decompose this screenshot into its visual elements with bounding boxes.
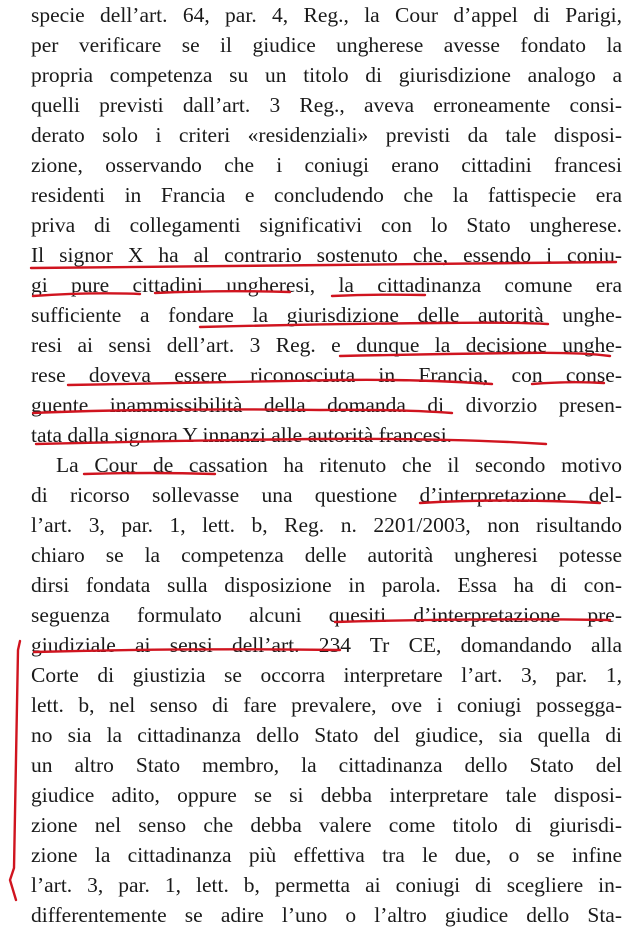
text-line: tata dalla signora Y innanzi alle autorità francesi. <box>31 423 453 447</box>
text-line: quelli previsti dall’art. 3 Reg., aveva erroneamente consi- <box>31 93 622 117</box>
text-line: di ricorso sollevasse una questione d’interpretazione del- <box>31 483 622 507</box>
text-line: rese doveva essere riconosciuta in Francia, con conse- <box>31 363 622 387</box>
text-line: zione, osservando che i coniugi erano cittadini francesi <box>31 153 622 177</box>
text-line: residenti in Francia e concludendo che la fattispecie era <box>31 183 622 207</box>
text-line: dirsi fondata sulla disposizione in parola. Essa ha di con- <box>31 573 622 597</box>
text-line: chiaro se la competenza delle autorità ungheresi potesse <box>31 543 622 567</box>
text-line: l’art. 3, par. 1, lett. b, permetta ai coniugi di scegliere in- <box>31 873 622 897</box>
text-line: lett. b, nel senso di fare prevalere, ove i coniugi possegga- <box>31 693 622 717</box>
text-line: specie dell’art. 64, par. 4, Reg., la Cour d’appel di Parigi, <box>31 3 622 27</box>
text-line: per verificare se il giudice ungherese avesse fondato la <box>31 33 622 57</box>
text-line: zione la cittadinanza più effettiva tra le due, o se infine <box>31 843 622 867</box>
text-line: l’art. 3, par. 1, lett. b, Reg. n. 2201/2003, non risultando <box>31 513 622 537</box>
text-line: La Cour de cassation ha ritenuto che il secondo motivo <box>56 453 622 477</box>
text-line: Corte di giustizia se occorra interpretare l’art. 3, par. 1, <box>31 663 622 687</box>
text-line: un altro Stato membro, la cittadinanza dello Stato del <box>31 753 622 777</box>
text-line: priva di collegamenti significativi con lo Stato ungherese. <box>31 213 622 237</box>
margin-bracket <box>10 641 20 900</box>
text-line: derato solo i criteri «residenziali» previsti da tale disposi- <box>31 123 622 147</box>
text-line: propria competenza su un titolo di giurisdizione analogo a <box>31 63 622 87</box>
text-line: differentemente se adire l’uno o l’altro giudice dello Sta- <box>31 903 622 927</box>
text-line: Il signor X ha al contrario sostenuto che, essendo i coniu- <box>31 243 622 267</box>
text-line: giudice adito, oppure se si debba interpretare tale disposi- <box>31 783 622 807</box>
text-line: no sia la cittadinanza dello Stato del giudice, sia quella di <box>31 723 622 747</box>
text-line: sufficiente a fondare la giurisdizione delle autorità unghe- <box>31 303 622 327</box>
text-line: gi pure cittadini ungheresi, la cittadinanza comune era <box>31 273 622 297</box>
text-line: seguenza formulato alcuni quesiti d’interpretazione pre- <box>31 603 622 627</box>
text-line: zione nel senso che debba valere come titolo di giurisdi- <box>31 813 622 837</box>
text-line: giudiziale ai sensi dell’art. 234 Tr CE, domandando alla <box>31 633 622 657</box>
text-line: guente inammissibilità della domanda di divorzio presen- <box>31 393 622 417</box>
text-line: resi ai sensi dell’art. 3 Reg. e dunque la decisione unghe- <box>31 333 622 357</box>
